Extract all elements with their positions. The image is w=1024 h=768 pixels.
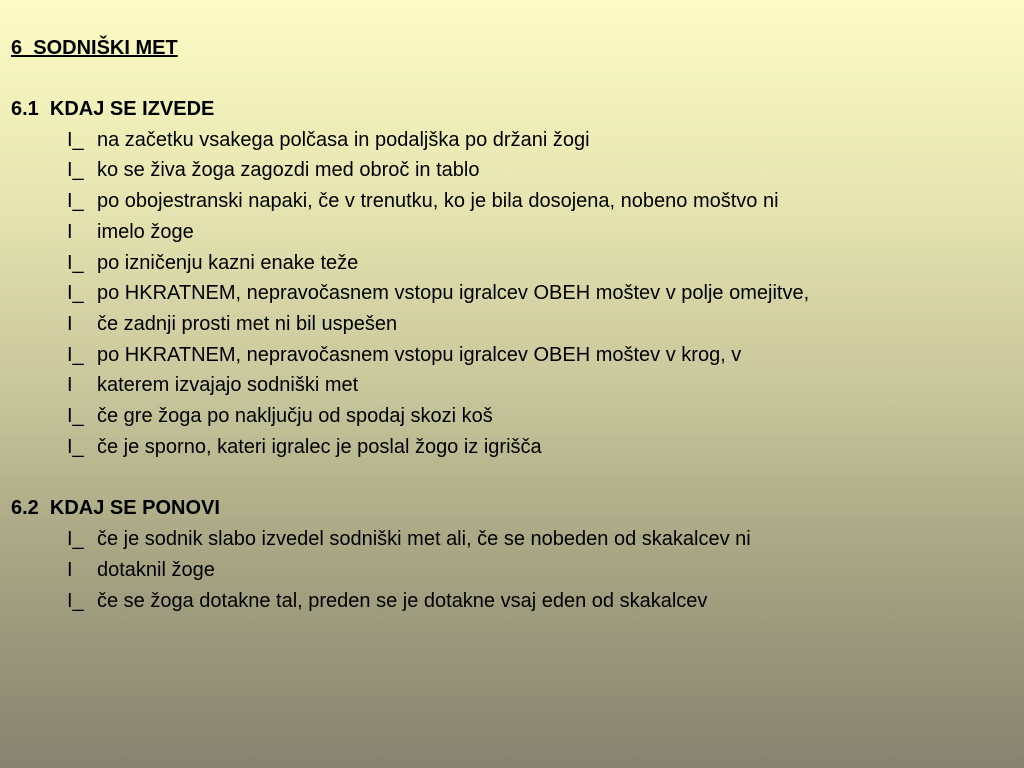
list-item-text: če se žoga dotakne tal, preden se je dotakne vsaj eden od skakalcev (97, 589, 708, 612)
list-marker: I_ (67, 128, 84, 151)
list-marker: I (67, 312, 73, 335)
list-item (11, 186, 1016, 217)
list-item-text: če je sporno, kateri igralec je poslal žogo iz igrišča (97, 435, 542, 458)
list-marker: I_ (67, 190, 84, 213)
section-heading: 6.2 KDAJ SE PONOVI (11, 497, 220, 520)
list-marker: I_ (67, 405, 84, 428)
list-item (11, 248, 1016, 279)
list-marker: I (67, 220, 73, 243)
section-kdaj-se-izvede (11, 94, 1016, 462)
list-item-text: na začetku vsakega polčasa in podaljška po držani žogi (97, 128, 590, 151)
list-item-text: katerem izvajajo sodniški met (97, 374, 359, 397)
list-item-text: ko se živa žoga zagozdi med obroč in tablo (97, 159, 480, 182)
list-item (11, 278, 1016, 309)
list-item-text: če je sodnik slabo izvedel sodniški met ali, če se nobeden od skakalcev ni (97, 528, 751, 551)
list-item (11, 217, 1016, 248)
list-marker: I_ (67, 251, 84, 274)
list-item (11, 555, 1016, 586)
list-item (11, 125, 1016, 156)
list-item (11, 309, 1016, 340)
list-item (11, 155, 1016, 186)
slide-content (11, 33, 1016, 616)
list-item-text: po obojestranski napaki, če v trenutku, ko je bila dosojena, nobeno moštvo ni (97, 190, 779, 213)
list-marker: I_ (67, 159, 84, 182)
list-item (11, 370, 1016, 401)
list-item-text: če zadnji prosti met ni bil uspešen (97, 312, 398, 335)
list-marker: I_ (67, 282, 84, 305)
list-item-text: dotaknil žoge (97, 558, 215, 581)
list-marker: I_ (67, 589, 84, 612)
list-item-text: po HKRATNEM, nepravočasnem vstopu igralcev OBEH moštev v krog, v (97, 343, 742, 366)
list-marker: I_ (67, 528, 84, 551)
list-item-text: po izničenju kazni enake teže (97, 251, 359, 274)
list-item (11, 432, 1016, 463)
list-item (11, 524, 1016, 555)
list-marker: I (67, 374, 73, 397)
list-item-text: po HKRATNEM, nepravočasnem vstopu igralcev OBEH moštev v polje omejitve, (97, 282, 810, 305)
list-item (11, 340, 1016, 371)
list-marker: I_ (67, 435, 84, 458)
slide-title: 6 SODNIŠKI MET (11, 37, 178, 59)
section-heading: 6.1 KDAJ SE IZVEDE (11, 98, 215, 120)
spacer (11, 462, 1016, 493)
list-item-text: imelo žoge (97, 220, 194, 243)
list-item (11, 401, 1016, 432)
list-marker: I_ (67, 343, 84, 366)
list-item (11, 586, 1016, 617)
list-item-text: če gre žoga po naključju od spodaj skozi koš (97, 405, 493, 428)
section-kdaj-se-ponovi (11, 493, 1016, 616)
list-marker: I (67, 558, 73, 581)
spacer (11, 63, 1016, 94)
